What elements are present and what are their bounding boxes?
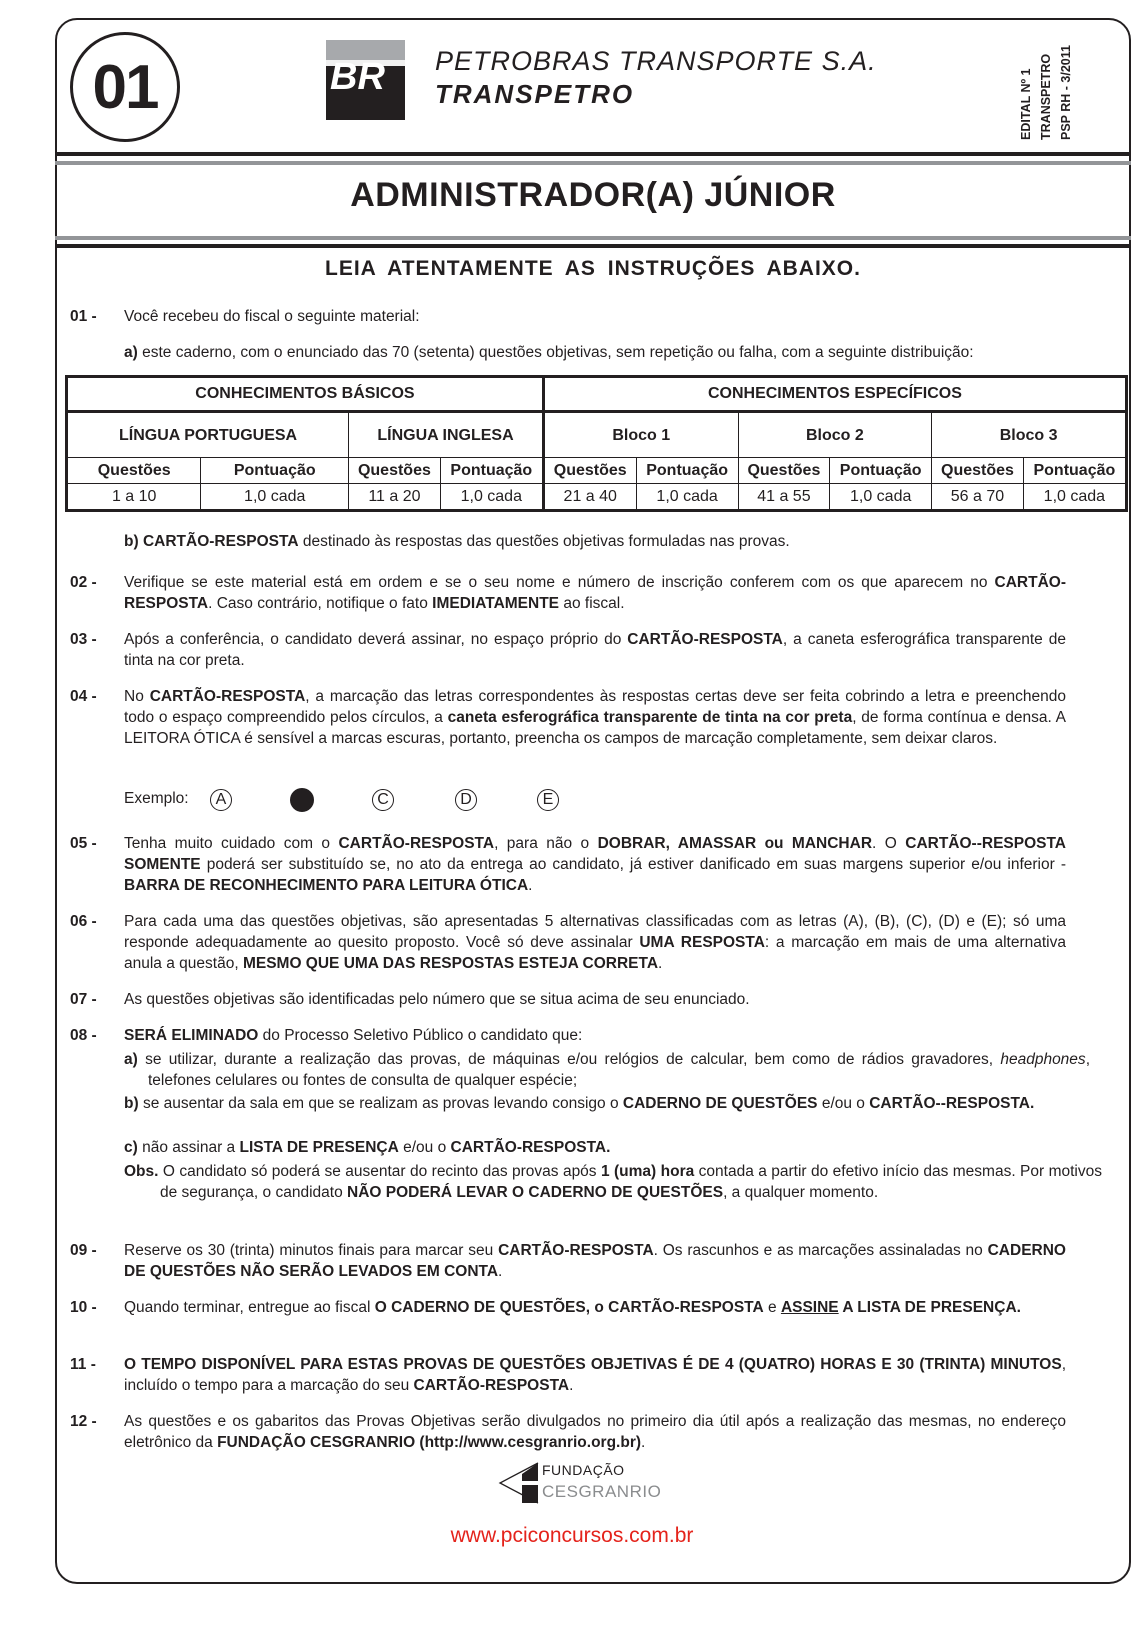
instruction-07: 07 - As questões objetivas são identificadas pelo número que se situa acima de seu enunciado.	[70, 991, 750, 1008]
table-cell: 41 a 55	[738, 484, 830, 511]
instruction-08c: c) não assinar a LISTA DE PRESENÇA e/ou o CARTÃO-RESPOSTA.	[124, 1139, 611, 1156]
column-header: Pontuação	[830, 458, 932, 484]
cesgranrio-logo	[498, 1462, 662, 1506]
subject-header: LÍNGUA PORTUGUESA	[67, 412, 349, 458]
marking-example	[124, 790, 554, 814]
instruction-12: 12 - As questões e os gabaritos das Provas Objetivas serão divulgados no primeiro dia útil após a realização das mesmas, no endereço eletrônico da FUNDAÇÃO CESGRANRIO (http://www.cesgranrio.org.br).	[70, 1413, 1066, 1451]
table-cell: 1,0 cada	[636, 484, 738, 511]
company-line1: PETROBRAS TRANSPORTE S.A.	[435, 46, 877, 76]
table-cell: 1,0 cada	[1023, 484, 1126, 511]
edital-code	[1016, 28, 1082, 140]
column-header: Questões	[932, 458, 1024, 484]
column-header: Pontuação	[440, 458, 543, 484]
divider	[55, 152, 1131, 156]
divider	[55, 244, 1131, 248]
company-name	[435, 45, 877, 111]
instruction-01a: a) este caderno, com o enunciado das 70 (setenta) questões objetivas, sem repetição ou falha, com a seguinte distribuição:	[124, 344, 974, 361]
subject-header: Bloco 2	[738, 412, 932, 458]
column-header: Pontuação	[201, 458, 349, 484]
table-cell: 11 a 20	[349, 484, 441, 511]
cesgranrio-line2: CESGRANRIO	[542, 1482, 662, 1501]
edital-line: EDITAL Nº 1	[1019, 68, 1033, 140]
instruction-10: 10 - Quando terminar, entregue ao fiscal O CADERNO DE QUESTÕES, o CARTÃO-RESPOSTA e ASSINE A LISTA DE PRESENÇA.	[70, 1299, 1021, 1316]
example-label: Exemplo:	[124, 790, 189, 807]
table-cell: 1,0 cada	[440, 484, 543, 511]
instruction-08b: b) se ausentar da sala em que se realizam as provas levando consigo o CADERNO DE QUESTÕES e/ou o CARTÃO--RESPOSTA.	[124, 1095, 1035, 1112]
br-logo	[326, 40, 405, 120]
instruction-08-obs: Obs. O candidato só poderá se ausentar do recinto das provas após 1 (uma) hora contada a partir do efetivo início das mesmas. Por motivos de segurança, o candidato NÃO PODERÁ LEVAR O CADERNO DE QUESTÕES, a qualquer momento.	[124, 1163, 1102, 1201]
table-cell: 1,0 cada	[830, 484, 932, 511]
table-cell: 1 a 10	[67, 484, 201, 511]
bubble-filled-icon	[290, 788, 314, 812]
bubble-d-icon: D	[455, 789, 477, 811]
instruction-08a: a) se utilizar, durante a realização das provas, de máquinas e/ou relógios de calcular, bem como de rádios gravadores, headphones, telefones celulares ou fontes de consulta de qualquer espécie;	[124, 1051, 1090, 1089]
exam-number: 01	[92, 52, 158, 122]
instruction-05: 05 - Tenha muito cuidado com o CARTÃO-RESPOSTA, para não o DOBRAR, AMASSAR ou MANCHAR. O CARTÃO--RESPOSTA SOMENTE poderá ser substituído se, no ato da entrega ao candidato, já estiver danificado em suas margens superior e/ou inferior - BARRA DE RECONHECIMENTO PARA LEITURA ÓTICA.	[70, 835, 1066, 894]
instruction-01b: b) CARTÃO-RESPOSTA destinado às respostas das questões objetivas formuladas nas provas.	[124, 533, 790, 550]
table-cell: 56 a 70	[932, 484, 1024, 511]
instruction-11: 11 - O TEMPO DISPONÍVEL PARA ESTAS PROVAS DE QUESTÕES OBJETIVAS É DE 4 (QUATRO) HORAS E 30 (TRINTA) MINUTOS, incluído o tempo para a marcação do seu CARTÃO-RESPOSTA.	[70, 1356, 1066, 1394]
instruction-04: 04 - No CARTÃO-RESPOSTA, a marcação das letras correspondentes às respostas certas deve ser feita cobrindo a letra e preenchendo todo o espaço compreendido pelos círculos, a caneta esferográfica transparente de tinta na cor preta, de forma contínua e densa. A LEITORA ÓTICA é sensível a marcas escuras, portanto, preencha os campos de marcação completamente, sem deixar claros.	[70, 688, 1066, 747]
instruction-01: 01 - Você recebeu do fiscal o seguinte material:	[70, 308, 420, 325]
bubble-e-icon: E	[537, 789, 559, 811]
column-header: Pontuação	[1023, 458, 1126, 484]
divider	[55, 236, 1131, 240]
instruction-06: 06 - Para cada uma das questões objetivas, são apresentadas 5 alternativas classificadas com as letras (A), (B), (C), (D) e (E); só uma responde adequadamente ao quesito proposto. Você só deve assinalar UMA RESPOSTA: a marcação em mais de uma alternativa anula a questão, MESMO QUE UMA DAS RESPOSTAS ESTEJA CORRETA.	[70, 913, 1066, 972]
instruction-03: 03 - Após a conferência, o candidato deverá assinar, no espaço próprio do CARTÃO-RESPOSTA, a caneta esferográfica transparente de tinta na cor preta.	[70, 631, 1066, 669]
question-distribution-table	[65, 375, 1128, 512]
br-logo-text: BR	[330, 56, 385, 98]
instructions-title: LEIA ATENTAMENTE AS INSTRUÇÕES ABAIXO.	[325, 257, 861, 280]
job-title: ADMINISTRADOR(A) JÚNIOR	[350, 176, 836, 214]
instruction-09: 09 - Reserve os 30 (trinta) minutos finais para marcar seu CARTÃO-RESPOSTA. Os rascunhos e as marcações assinaladas no CADERNO DE QUESTÕES NÃO SERÃO LEVADOS EM CONTA.	[70, 1242, 1066, 1280]
table-cell: 1,0 cada	[201, 484, 349, 511]
bubble-a-icon: A	[210, 789, 232, 811]
table-row	[67, 484, 1127, 511]
subject-header: LÍNGUA INGLESA	[349, 412, 544, 458]
instruction-02: 02 - Verifique se este material está em ordem e se o seu nome e número de inscrição conferem com os que aparecem no CARTÃO-RESPOSTA. Caso contrário, notifique o fato IMEDIATAMENTE ao fiscal.	[70, 574, 1066, 612]
exam-number-badge	[70, 32, 180, 142]
edital-line: TRANSPETRO	[1039, 53, 1053, 140]
subject-header: Bloco 1	[543, 412, 738, 458]
column-header: Questões	[738, 458, 830, 484]
column-header: Questões	[543, 458, 636, 484]
section-header: CONHECIMENTOS BÁSICOS	[67, 377, 544, 412]
subject-header: Bloco 3	[932, 412, 1127, 458]
company-line2: TRANSPETRO	[435, 79, 635, 109]
footer-url-link[interactable]: www.pciconcursos.com.br	[450, 1524, 694, 1547]
table-cell: 21 a 40	[543, 484, 636, 511]
column-header: Pontuação	[636, 458, 738, 484]
cesgranrio-arrow-icon	[498, 1462, 542, 1504]
section-header: CONHECIMENTOS ESPECÍFICOS	[543, 377, 1126, 412]
bubble-c-icon: C	[372, 789, 394, 811]
column-header: Questões	[67, 458, 201, 484]
column-header: Questões	[349, 458, 441, 484]
instruction-08: 08 - SERÁ ELIMINADO do Processo Seletivo Público o candidato que:	[70, 1027, 583, 1044]
cesgranrio-line1: FUNDAÇÃO	[542, 1462, 625, 1478]
divider	[55, 161, 1131, 165]
edital-line: PSP RH - 3/2011	[1059, 45, 1073, 140]
